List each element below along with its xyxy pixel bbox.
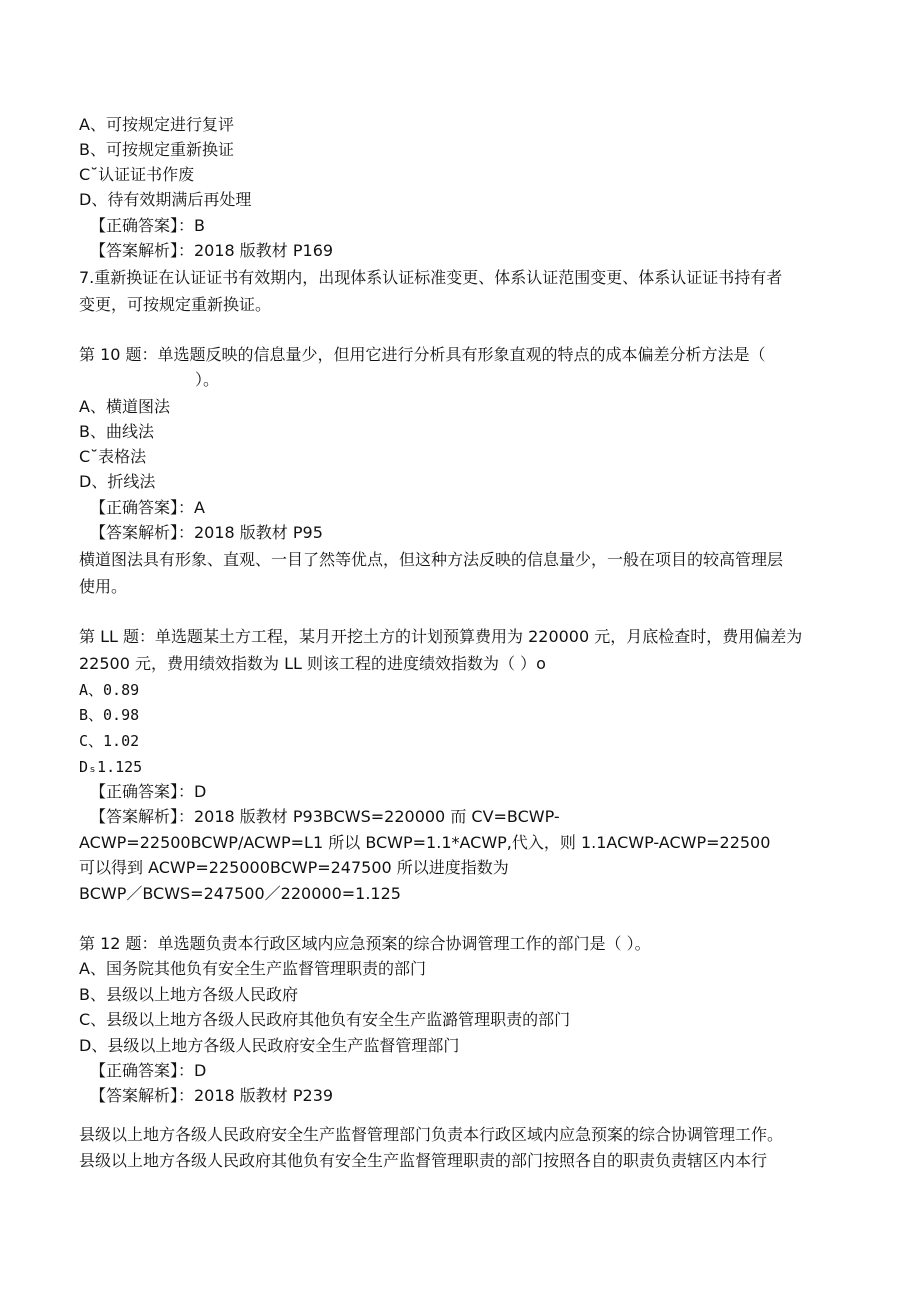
explanation-line: 变更，可按规定重新换证。 (79, 295, 272, 314)
analysis-line: 可以得到 ACWP=225000BCWP=247500 所以进度指数为 (79, 858, 509, 877)
correct-answer: 【正确答案】：D (90, 1061, 207, 1080)
correct-answer: 【正确答案】：B (90, 216, 205, 235)
answer-analysis: 【答案解析】：2018 版教材 P95 (90, 523, 323, 542)
option-b: B、可按规定重新换证 (79, 140, 234, 159)
option-c: C、县级以上地方各级人民政府其他负有安全生产监潞管理职责的部门 (79, 1010, 571, 1029)
option-a: A、横道图法 (79, 397, 170, 416)
option-b: B、0.98 (79, 706, 140, 724)
question-title: 第 12 题：单选题负责本行政区域内应急预案的综合协调管理工作的部门是（ ）。 (79, 934, 651, 953)
explanation-line: 7.重新换证在认证证书有效期内，出现体系认证标准变更、体系认证范围变更、体系认证证书持有者 (79, 268, 783, 287)
explanation-line: 横道图法具有形象、直观、一目了然等优点，但这种方法反映的信息量少，一般在项目的较高管理层 (79, 550, 784, 569)
option-b: B、县级以上地方各级人民政府 (79, 985, 298, 1004)
correct-answer: 【正确答案】：D (90, 782, 207, 801)
correct-answer: 【正确答案】：A (90, 498, 205, 517)
option-c: C˘表格法 (79, 447, 147, 466)
analysis-line: ACWP=22500BCWP/ACWP=L1 所以 BCWP=1.1*ACWP,代入，则 1.1ACWP-ACWP=22500 (79, 833, 771, 852)
answer-analysis: 【答案解析】：2018 版教材 P239 (90, 1086, 334, 1105)
question-title: 第 10 题：单选题反映的信息量少，但用它进行分析具有形象直观的特点的成本偏差分析方法是（ (79, 345, 766, 364)
option-c: C、1.02 (79, 732, 140, 750)
option-d: D、折线法 (79, 472, 156, 491)
option-a: A、国务院其他负有安全生产监督管理职责的部门 (79, 959, 426, 978)
option-b: B、曲线法 (79, 422, 154, 441)
analysis-line: BCWP／BCWS=247500／220000=1.125 (79, 884, 401, 903)
option-d: D、待有效期满后再处理 (79, 190, 252, 209)
explanation-line: 使用。 (79, 577, 128, 596)
option-a: A、可按规定进行复评 (79, 115, 234, 134)
explanation-line: 县级以上地方各级人民政府其他负有安全生产监督管理职责的部门按照各自的职责负责辖区内本行 (79, 1151, 768, 1170)
answer-analysis: 【答案解析】：2018 版教材 P169 (90, 241, 334, 260)
question-title: 第 LL 题：单选题某土方工程，某月开挖土方的计划预算费用为 220000 元，月底检查时，费用偏差为 (79, 627, 803, 646)
option-d: Dₛ1.125 (79, 758, 143, 776)
question-title-tail: ）。 (195, 370, 220, 389)
answer-analysis: 【答案解析】：2018 版教材 P93BCWS=220000 而 CV=BCWP- (90, 807, 560, 826)
option-d: D、县级以上地方各级人民政府安全生产监督管理部门 (79, 1036, 460, 1055)
question-title: 22500 元，费用绩效指数为 LL 则该工程的进度绩效指数为（ ）o (79, 654, 546, 673)
explanation-line: 县级以上地方各级人民政府安全生产监督管理部门负责本行政区域内应急预案的综合协调管理工作。 (79, 1125, 784, 1144)
option-a: A、0.89 (79, 681, 140, 699)
option-c: C˘认证证书作废 (79, 165, 195, 184)
